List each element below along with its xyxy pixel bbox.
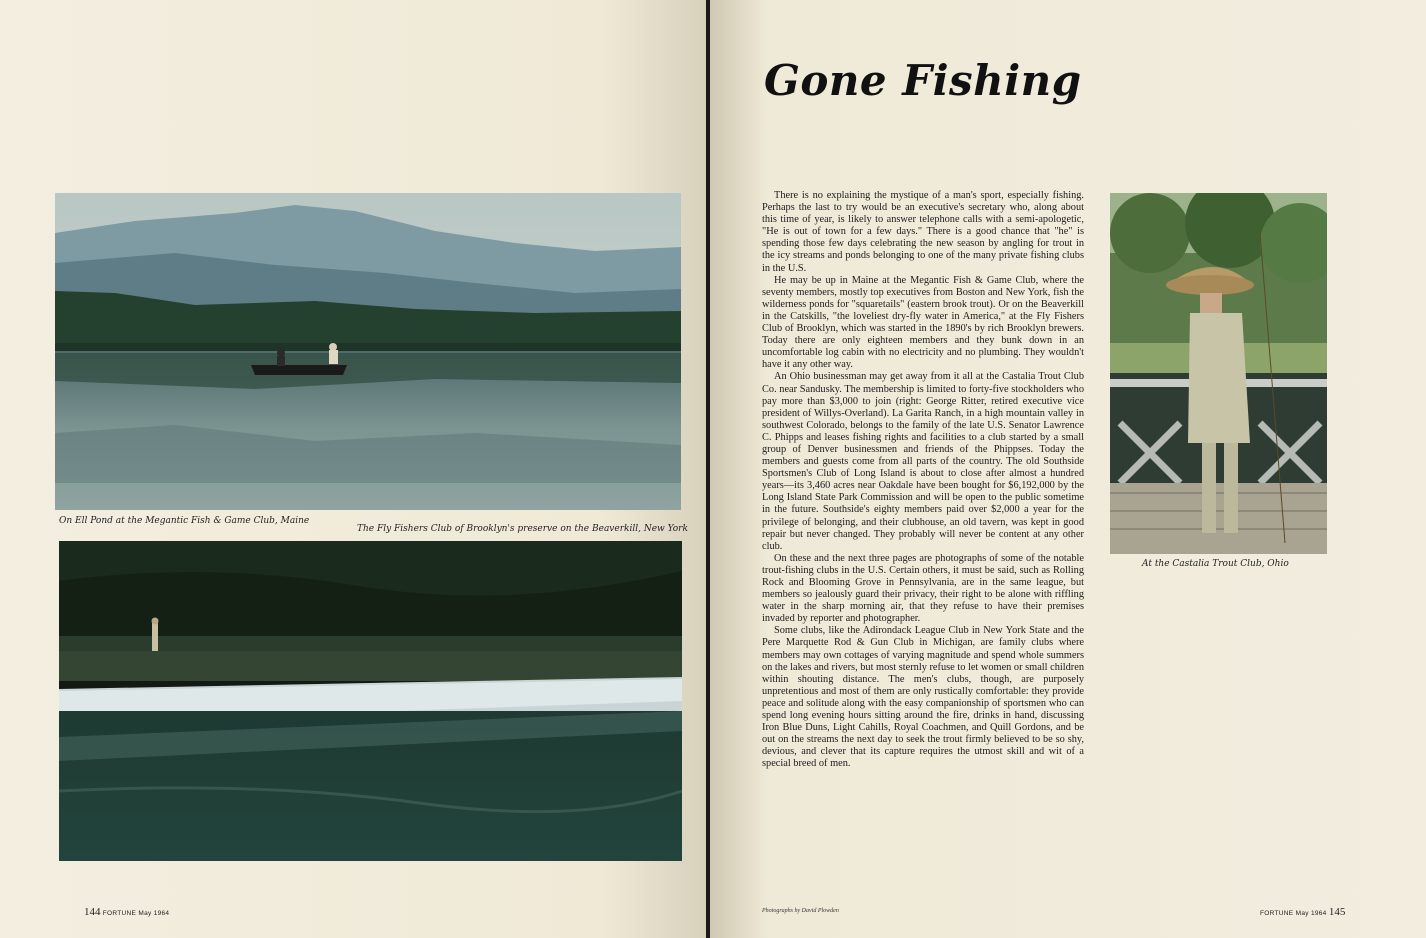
article-body [762,190,1084,771]
weir-image [59,541,682,861]
article-title: Gone Fishing [764,56,1082,105]
left-page [0,0,706,938]
page-number-left: 144 [84,906,101,918]
paragraph-1: There is no explaining the mystique of a man's sport, especially fishing. Perhaps the last to try would be an executive's secretary who, along about this time of year, is likely to answer telephone calls with a semi-apologetic, "He is out of town for a few days." There is a good chance that "he" is spending those few days celebrating the new season by angling for trout in the icy streams and ponds belonging to one of the many private fishing clubs in the U.S. [762,190,1084,274]
paragraph-2: He may be up in Maine at the Megantic Fish & Game Club, where the seventy members, mostly top executives from Boston and New York, fish the wilderness ponds for "squaretails" (eastern brook trout). Or on the Beaverkill in the Catskills, "the loveliest dry-fly water in America," at the Fly Fishers Club of Brooklyn, which was started in the 1890's by rich Brooklyn brewers. Today there are only eighteen members and they bunk down in an uncomfortable log cabin with no electricity and no plumbing. They wouldn't have it any other way. [762,274,1084,371]
page-number-right: 145 [1328,906,1346,918]
caption-beaverkill: The Fly Fishers Club of Brooklyn's preserve on the Beaverkill, New York [357,524,688,534]
paragraph-3: An Ohio businessman may get away from it all at the Castalia Trout Club Co. near Sandusky. The membership is limited to forty-five stockholders who pay more than $3,000 to join (right: George Ritter, retired executive vice president of Willys-Overland). La Garita Ranch, in a high mountain valley in southwest Colorado, belongs to the family of the late U.S. Senator Lawrence C. Phipps and leases fishing rights and facilities to a club started by a small group of Denver businessmen and friends of the Phippses. Today the members and guests come from all parts of the country. The old Southside Sportsmen's Club of Long Island is about to close after almost a hundred years—its 3,460 acres near Oakdale have been bought for $6,192,000 by the Long Island State Park Commission and will be open to the public sometime in the future. Southside's eighty members paid over $2,000 a year for the privilege of belonging, and their clubhouse, an old tavern, was kept in good repair but never changed. They probably will never be content at any other club. [762,371,1084,552]
lake-canoe-image [55,193,681,510]
caption-castalia: At the Castalia Trout Club, Ohio [1142,559,1289,569]
right-page [710,0,1426,938]
magazine-name-left: FORTUNE [102,910,137,917]
paragraph-5: Some clubs, like the Adirondack League Club in New York State and the Pere Marquette Rod & Gun Club in Michigan, are family clubs where members may own cottages of varying magnitude and spend whole summers on the lakes and rivers, but most sternly refuse to let women or small children within shouting distance. The men's clubs, though, are purposely unpretentious and most of them are only rustically comfortable: they provide peace and solitude along with the easy companionship of sportsmen who can spend long evening hours sitting around the fire, drinks in hand, discussing Iron Blue Duns, Light Cahills, Royal Coachmen, and Quill Gordons, and be out on the streams the next day to seek the trout firmly believed to be so shy, devious, and clever that its capture requires the utmost skill and wit of a special breed of men. [762,625,1085,770]
photo-castalia-angler [1110,193,1327,554]
issue-date-right: May 1964 [1295,910,1327,917]
castalia-image [1110,193,1327,554]
photo-weir-angler [59,541,682,861]
photo-lake-canoe [55,193,681,510]
paragraph-4: On these and the next three pages are photographs of some of the notable trout-fishing clubs in the U.S. Certain others, it must be said, such as Rolling Rock and Blooming Grove in Pennsylvania, are in the same league, but members so jealously guard their privacy, their right to be alone with riffling water in the sharp morning air, that they refuse to have their premises invaded by reporter and photographer. [762,552,1084,625]
issue-date-left: May 1964 [138,910,170,917]
folio-right [1260,906,1345,918]
photo-credit: Photographs by David Plowden [762,908,839,914]
folio-left [84,906,169,918]
magazine-name-right: FORTUNE [1260,910,1294,917]
caption-lake: On Ell Pond at the Megantic Fish & Game Club, Maine [59,516,310,526]
